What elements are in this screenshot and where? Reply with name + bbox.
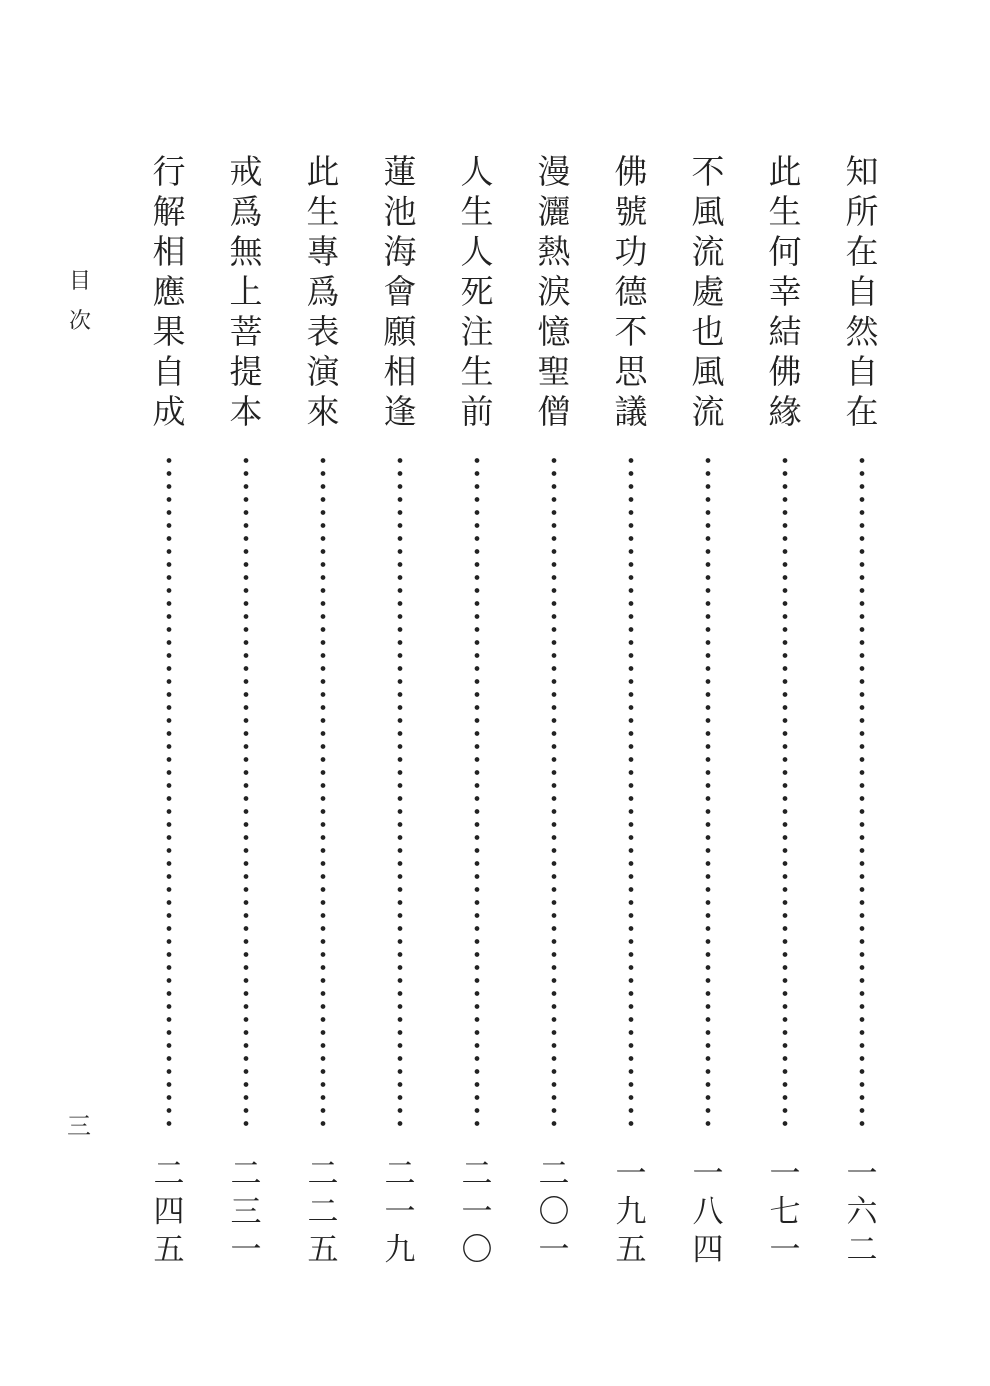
entry-title <box>609 152 653 432</box>
glyph: 行 <box>152 152 186 191</box>
glyph: 德 <box>614 272 648 311</box>
glyph: 風 <box>691 352 725 391</box>
dot-leader <box>397 454 403 1130</box>
glyph: 佛 <box>768 352 802 391</box>
glyph: 生 <box>460 192 494 231</box>
glyph: 漫 <box>537 152 571 191</box>
glyph: 二 <box>384 1156 416 1192</box>
toc-entry[interactable] <box>532 152 576 1282</box>
glyph: 人 <box>460 152 494 191</box>
glyph: 二 <box>153 1156 185 1192</box>
toc-entry[interactable] <box>147 152 191 1282</box>
glyph: 前 <box>460 392 494 431</box>
glyph: 聖 <box>537 352 571 391</box>
glyph: 風 <box>691 192 725 231</box>
glyph: 目 <box>68 269 91 294</box>
glyph: 流 <box>691 392 725 431</box>
glyph: 菩 <box>229 312 263 351</box>
glyph: 所 <box>845 192 879 231</box>
glyph: 議 <box>614 392 648 431</box>
glyph: 功 <box>614 232 648 271</box>
entry-title <box>840 152 884 432</box>
glyph: 注 <box>460 312 494 351</box>
glyph: 佛 <box>614 152 648 191</box>
glyph: 海 <box>383 232 417 271</box>
glyph: 五 <box>307 1232 339 1268</box>
glyph: 四 <box>153 1194 185 1230</box>
glyph: 生 <box>768 192 802 231</box>
glyph: 五 <box>615 1232 647 1268</box>
glyph: 九 <box>615 1194 647 1230</box>
glyph: 在 <box>845 232 879 271</box>
glyph: 結 <box>768 312 802 351</box>
glyph: 來 <box>306 392 340 431</box>
glyph: 知 <box>845 152 879 191</box>
dot-leader <box>628 454 634 1130</box>
glyph: 九 <box>384 1232 416 1268</box>
glyph: 次 <box>68 309 91 334</box>
glyph: 專 <box>306 232 340 271</box>
toc-entry[interactable] <box>763 152 807 1282</box>
glyph: 緣 <box>768 392 802 431</box>
entry-page-number <box>301 1155 345 1269</box>
glyph: 爲 <box>306 272 340 311</box>
toc-entry[interactable] <box>378 152 422 1282</box>
glyph: 池 <box>383 192 417 231</box>
glyph: 六 <box>846 1194 878 1230</box>
glyph: 〇 <box>538 1194 570 1230</box>
glyph: 願 <box>383 312 417 351</box>
glyph: 二 <box>307 1156 339 1192</box>
glyph: 二 <box>846 1232 878 1268</box>
page-folio: 三 <box>67 1112 91 1140</box>
toc-entry[interactable] <box>840 152 884 1282</box>
entry-page-number <box>378 1155 422 1269</box>
dot-leader <box>859 454 865 1130</box>
glyph: 二 <box>307 1194 339 1230</box>
dot-leader <box>474 454 480 1130</box>
entry-title <box>378 152 422 432</box>
glyph: 相 <box>152 232 186 271</box>
dot-leader <box>705 454 711 1130</box>
glyph: 七 <box>769 1194 801 1230</box>
entry-title <box>147 152 191 432</box>
glyph: 一 <box>692 1156 724 1192</box>
entry-page-number <box>609 1155 653 1269</box>
glyph: 灑 <box>537 192 571 231</box>
glyph: 相 <box>383 352 417 391</box>
glyph: 一 <box>769 1232 801 1268</box>
glyph: 表 <box>306 312 340 351</box>
toc-entry[interactable] <box>686 152 730 1282</box>
glyph: 〇 <box>461 1232 493 1268</box>
glyph: 會 <box>383 272 417 311</box>
glyph: 本 <box>229 392 263 431</box>
dot-leader <box>551 454 557 1130</box>
entry-title <box>686 152 730 432</box>
glyph: 何 <box>768 232 802 271</box>
glyph: 然 <box>845 312 879 351</box>
entry-page-number <box>763 1155 807 1269</box>
glyph: 一 <box>461 1194 493 1230</box>
glyph: 在 <box>845 392 879 431</box>
glyph: 三 <box>230 1194 262 1230</box>
glyph: 逢 <box>383 392 417 431</box>
glyph: 八 <box>692 1194 724 1230</box>
glyph: 自 <box>845 272 879 311</box>
entry-page-number <box>840 1155 884 1269</box>
glyph: 淚 <box>537 272 571 311</box>
glyph: 流 <box>691 232 725 271</box>
glyph: 果 <box>152 312 186 351</box>
glyph: 號 <box>614 192 648 231</box>
dot-leader <box>320 454 326 1130</box>
glyph: 四 <box>692 1232 724 1268</box>
entry-title <box>532 152 576 432</box>
entry-page-number <box>147 1155 191 1269</box>
glyph: 蓮 <box>383 152 417 191</box>
entry-page-number <box>686 1155 730 1269</box>
glyph: 演 <box>306 352 340 391</box>
glyph: 一 <box>615 1156 647 1192</box>
dot-leader <box>782 454 788 1130</box>
glyph: 戒 <box>229 152 263 191</box>
glyph: 提 <box>229 352 263 391</box>
glyph: 僧 <box>537 392 571 431</box>
entry-page-number <box>455 1155 499 1269</box>
dot-leader <box>243 454 249 1130</box>
glyph: 五 <box>153 1232 185 1268</box>
glyph: 一 <box>769 1156 801 1192</box>
glyph: 人 <box>460 232 494 271</box>
glyph: 熱 <box>537 232 571 271</box>
glyph: 二 <box>461 1156 493 1192</box>
glyph: 一 <box>384 1194 416 1230</box>
glyph: 此 <box>768 152 802 191</box>
glyph: 不 <box>614 312 648 351</box>
toc-entry[interactable] <box>609 152 653 1282</box>
glyph: 一 <box>538 1232 570 1268</box>
glyph: 也 <box>691 312 725 351</box>
glyph: 此 <box>306 152 340 191</box>
entry-title <box>455 152 499 432</box>
dot-leader <box>166 454 172 1130</box>
glyph: 二 <box>538 1156 570 1192</box>
glyph: 上 <box>229 272 263 311</box>
glyph: 幸 <box>768 272 802 311</box>
glyph: 一 <box>230 1232 262 1268</box>
glyph: 一 <box>846 1156 878 1192</box>
toc-entry[interactable] <box>301 152 345 1282</box>
glyph: 生 <box>460 352 494 391</box>
glyph: 應 <box>152 272 186 311</box>
glyph: 自 <box>152 352 186 391</box>
glyph: 思 <box>614 352 648 391</box>
glyph: 處 <box>691 272 725 311</box>
glyph: 成 <box>152 392 186 431</box>
entry-title <box>763 152 807 432</box>
entry-title <box>301 152 345 432</box>
entry-page-number <box>532 1155 576 1269</box>
running-header <box>66 262 94 342</box>
glyph: 爲 <box>229 192 263 231</box>
glyph: 解 <box>152 192 186 231</box>
toc-entry[interactable] <box>455 152 499 1282</box>
glyph: 死 <box>460 272 494 311</box>
glyph: 無 <box>229 232 263 271</box>
glyph: 自 <box>845 352 879 391</box>
entry-page-number <box>224 1155 268 1269</box>
glyph: 二 <box>230 1156 262 1192</box>
glyph: 生 <box>306 192 340 231</box>
entry-title <box>224 152 268 432</box>
toc-entry[interactable] <box>224 152 268 1282</box>
glyph: 不 <box>691 152 725 191</box>
glyph: 憶 <box>537 312 571 351</box>
